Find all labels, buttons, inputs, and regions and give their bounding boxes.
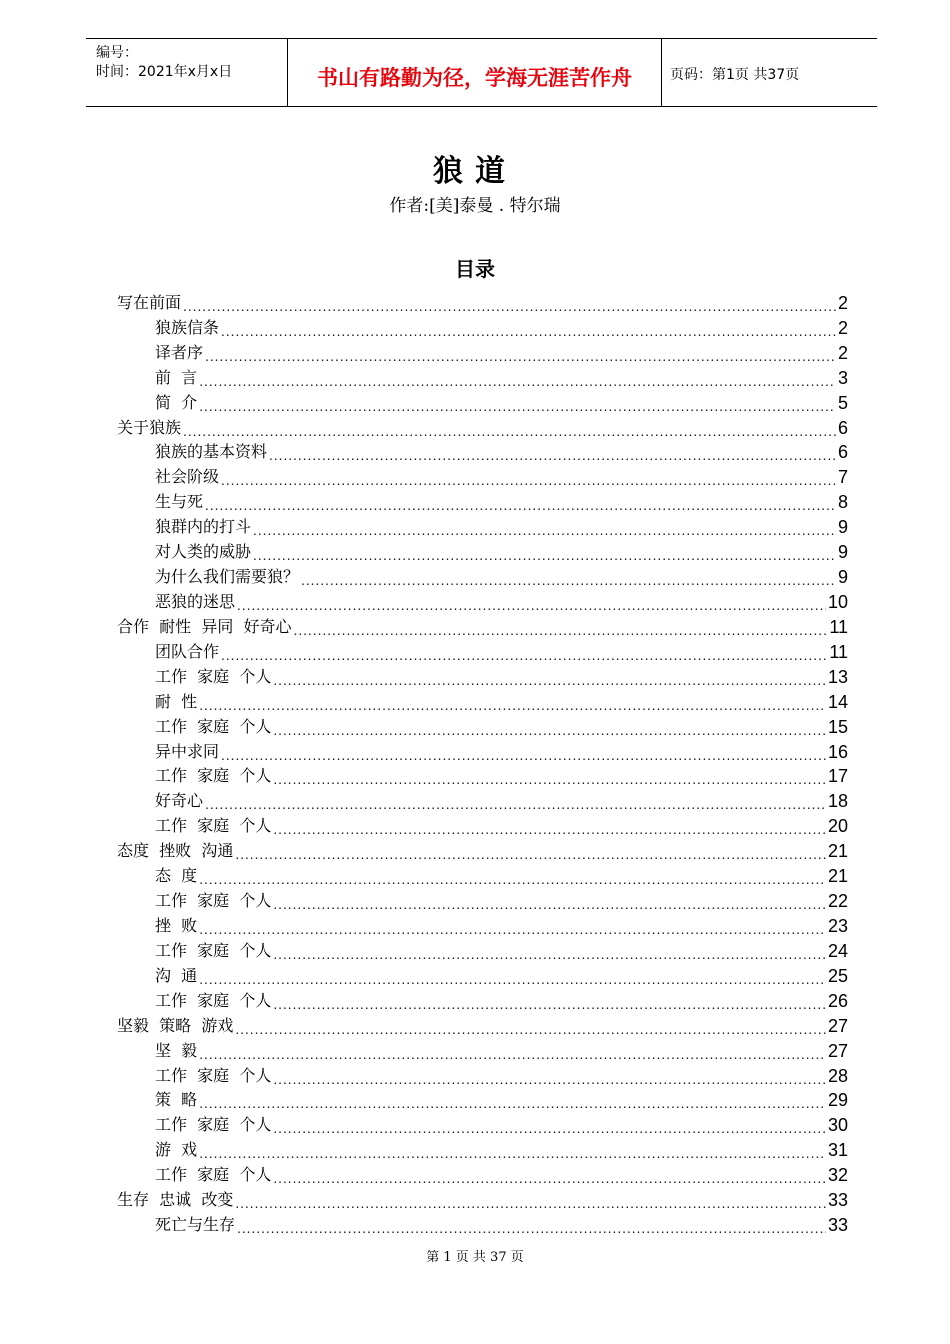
toc-leader-dots [221, 649, 827, 663]
toc-entry-page: 2 [837, 292, 848, 313]
toc-entry[interactable] [117, 1111, 848, 1136]
toc-entry-page: 2 [837, 342, 848, 363]
toc-leader-dots [221, 749, 826, 763]
toc-leader-dots [205, 350, 836, 364]
toc-entry[interactable] [117, 912, 848, 937]
toc-entry-label: 关于狼族 [117, 417, 182, 437]
toc-entry[interactable] [117, 1012, 848, 1037]
toc-entry-label: 对人类的威胁 [155, 542, 252, 562]
toc-entry[interactable] [117, 364, 848, 389]
toc-leader-dots [235, 848, 826, 862]
toc-leader-dots [273, 773, 826, 787]
toc-entry-page: 14 [827, 691, 848, 712]
toc-entry-page: 15 [827, 716, 848, 737]
toc-entry[interactable] [117, 1161, 848, 1186]
toc-entry-page: 2 [837, 317, 848, 338]
toc-entry[interactable] [117, 414, 848, 439]
toc-leader-dots [199, 923, 826, 937]
toc-entry[interactable] [117, 1186, 848, 1211]
toc-entry-page: 33 [827, 1190, 848, 1211]
document-code-label: 编号： [96, 45, 138, 61]
toc-entry-page: 31 [827, 1140, 848, 1161]
toc-entry-page: 27 [827, 1015, 848, 1036]
toc-leader-dots [199, 699, 826, 713]
toc-entry[interactable] [117, 837, 848, 862]
toc-entry[interactable] [117, 1136, 848, 1161]
toc-leader-dots [183, 300, 836, 314]
toc-entry[interactable] [117, 663, 848, 688]
toc-entry-page: 3 [837, 367, 848, 388]
header-meta-cell [86, 39, 286, 106]
toc-entry-label: 坚毅 策略 游戏 [117, 1015, 234, 1035]
toc-entry-page: 23 [827, 915, 848, 936]
toc-entry[interactable] [117, 987, 848, 1012]
toc-entry-label: 沟 通 [155, 965, 198, 985]
toc-entry[interactable] [117, 289, 848, 314]
toc-entry-page: 9 [837, 542, 848, 563]
toc-leader-dots [294, 624, 828, 638]
toc-leader-dots [273, 1073, 826, 1087]
toc-entry-label: 态 度 [155, 866, 198, 886]
toc-entry-page: 25 [827, 965, 848, 986]
toc-entry-label: 狼族信条 [155, 317, 220, 337]
document-author: 作者:[美]泰曼 . 特尔瑞 [389, 196, 561, 216]
header-page-code: 页码：第1页 共37页 [670, 67, 800, 83]
toc-entry-label: 简 介 [155, 392, 198, 412]
toc-entry-label: 团队合作 [155, 641, 220, 661]
toc-entry[interactable] [117, 638, 848, 663]
toc-leader-dots [253, 524, 836, 538]
toc-entry-label: 前 言 [155, 367, 198, 387]
toc-entry-label: 游 戏 [155, 1140, 198, 1160]
toc-entry-page: 16 [827, 741, 848, 762]
table-of-contents [117, 289, 848, 1236]
toc-entry-label: 生与死 [155, 492, 204, 512]
toc-entry-label: 好奇心 [155, 791, 204, 811]
toc-leader-dots [301, 574, 836, 588]
toc-entry-page: 22 [827, 891, 848, 912]
toc-entry-page: 13 [827, 666, 848, 687]
toc-entry[interactable] [117, 613, 848, 638]
toc-leader-dots [205, 798, 826, 812]
toc-entry[interactable] [117, 1062, 848, 1087]
toc-leader-dots [273, 1172, 826, 1186]
toc-leader-dots [253, 549, 836, 563]
toc-entry[interactable] [117, 763, 848, 788]
toc-entry[interactable] [117, 962, 848, 987]
toc-leader-dots [199, 400, 836, 414]
toc-entry[interactable] [117, 463, 848, 488]
header-page-cell [662, 39, 877, 106]
toc-entry-page: 27 [827, 1040, 848, 1061]
toc-leader-dots [221, 474, 836, 488]
toc-leader-dots [221, 325, 836, 339]
toc-leader-dots [273, 674, 826, 688]
toc-leader-dots [205, 499, 836, 513]
toc-entry-label: 写在前面 [117, 292, 182, 312]
toc-entry-page: 33 [827, 1215, 848, 1236]
toc-leader-dots [199, 873, 826, 887]
toc-leader-dots [237, 599, 826, 613]
toc-entry-page: 11 [829, 616, 848, 637]
toc-entry[interactable] [117, 1037, 848, 1062]
toc-entry-page: 32 [827, 1165, 848, 1186]
toc-entry-page: 18 [827, 791, 848, 812]
toc-leader-dots [273, 1122, 826, 1136]
toc-entry[interactable] [117, 439, 848, 464]
toc-entry-label: 恶狼的迷思 [155, 591, 236, 611]
toc-entry-page: 30 [827, 1115, 848, 1136]
toc-leader-dots [235, 1197, 826, 1211]
toc-entry[interactable] [117, 488, 848, 513]
toc-entry[interactable] [117, 1087, 848, 1112]
toc-leader-dots [235, 1023, 826, 1037]
toc-entry-page: 8 [837, 492, 848, 513]
toc-entry[interactable] [117, 563, 848, 588]
toc-leader-dots [199, 1048, 826, 1062]
toc-leader-dots [273, 998, 826, 1012]
toc-leader-dots [269, 449, 836, 463]
toc-entry[interactable] [117, 588, 848, 613]
toc-leader-dots [183, 425, 836, 439]
header-motto-cell [287, 39, 662, 106]
toc-entry[interactable] [117, 713, 848, 738]
toc-entry-label: 工作 家庭 个人 [155, 940, 272, 960]
toc-entry-label: 工作 家庭 个人 [155, 666, 272, 686]
toc-entry-label: 生存 忠诚 改变 [117, 1190, 234, 1210]
toc-entry-label: 为什么我们需要狼？ [155, 567, 300, 587]
toc-entry-label: 工作 家庭 个人 [155, 1115, 272, 1135]
toc-entry-label: 狼群内的打斗 [155, 517, 252, 537]
toc-entry-label: 合作 耐性 异同 好奇心 [117, 616, 292, 636]
toc-entry-label: 态度 挫败 沟通 [117, 841, 234, 861]
toc-leader-dots [199, 375, 836, 389]
toc-entry[interactable] [117, 688, 848, 713]
toc-entry[interactable] [117, 738, 848, 763]
toc-entry-label: 社会阶级 [155, 467, 220, 487]
toc-entry[interactable] [117, 538, 848, 563]
toc-entry-label: 挫 败 [155, 915, 198, 935]
toc-entry-page: 6 [837, 442, 848, 463]
toc-entry-label: 死亡与生存 [155, 1215, 236, 1235]
toc-entry-page: 21 [827, 866, 848, 887]
toc-leader-dots [199, 1147, 826, 1161]
toc-leader-dots [273, 724, 826, 738]
toc-entry-label: 工作 家庭 个人 [155, 990, 272, 1010]
toc-heading: 目录 [455, 257, 495, 281]
toc-entry-label: 工作 家庭 个人 [155, 891, 272, 911]
toc-leader-dots [199, 1097, 826, 1111]
toc-leader-dots [273, 948, 826, 962]
toc-entry-label: 工作 家庭 个人 [155, 816, 272, 836]
toc-entry-label: 坚 毅 [155, 1040, 198, 1060]
toc-entry-page: 5 [837, 392, 848, 413]
toc-leader-dots [273, 898, 826, 912]
toc-entry[interactable] [117, 862, 848, 887]
toc-entry-label: 译者序 [155, 342, 204, 362]
toc-entry[interactable] [117, 787, 848, 812]
toc-entry[interactable] [117, 937, 848, 962]
toc-leader-dots [237, 1222, 826, 1236]
toc-entry-page: 9 [837, 517, 848, 538]
toc-entry-page: 6 [837, 417, 848, 438]
document-header [86, 38, 877, 107]
toc-entry-page: 10 [827, 591, 848, 612]
toc-entry-label: 工作 家庭 个人 [155, 1065, 272, 1085]
toc-entry[interactable] [117, 1211, 848, 1236]
toc-entry-label: 工作 家庭 个人 [155, 766, 272, 786]
toc-entry-page: 24 [827, 940, 848, 961]
page-footer: 第 1 页 共 37 页 [426, 1250, 524, 1265]
toc-entry-label: 异中求同 [155, 741, 220, 761]
toc-entry-page: 20 [827, 816, 848, 837]
toc-entry-label: 策 略 [155, 1090, 198, 1110]
toc-entry-label: 工作 家庭 个人 [155, 1165, 272, 1185]
toc-entry[interactable] [117, 314, 848, 339]
header-motto: 书山有路勤为径，学海无涯苦作舟 [317, 66, 632, 90]
toc-entry-label: 狼族的基本资料 [155, 442, 268, 462]
toc-entry-page: 26 [827, 990, 848, 1011]
toc-entry-page: 17 [827, 766, 848, 787]
toc-entry-page: 9 [837, 567, 848, 588]
toc-entry[interactable] [117, 513, 848, 538]
document-time-label: 时间：2021年x月x日 [96, 64, 233, 80]
toc-entry[interactable] [117, 812, 848, 837]
toc-entry[interactable] [117, 339, 848, 364]
toc-entry-label: 耐 性 [155, 691, 198, 711]
toc-entry[interactable] [117, 389, 848, 414]
toc-entry-page: 28 [827, 1065, 848, 1086]
toc-entry-label: 工作 家庭 个人 [155, 716, 272, 736]
toc-entry-page: 29 [827, 1090, 848, 1111]
toc-entry-page: 11 [829, 641, 848, 662]
toc-leader-dots [273, 823, 826, 837]
toc-entry-page: 21 [827, 841, 848, 862]
document-title: 狼道 [433, 154, 517, 189]
toc-entry[interactable] [117, 887, 848, 912]
toc-leader-dots [199, 973, 826, 987]
toc-entry-page: 7 [837, 467, 848, 488]
